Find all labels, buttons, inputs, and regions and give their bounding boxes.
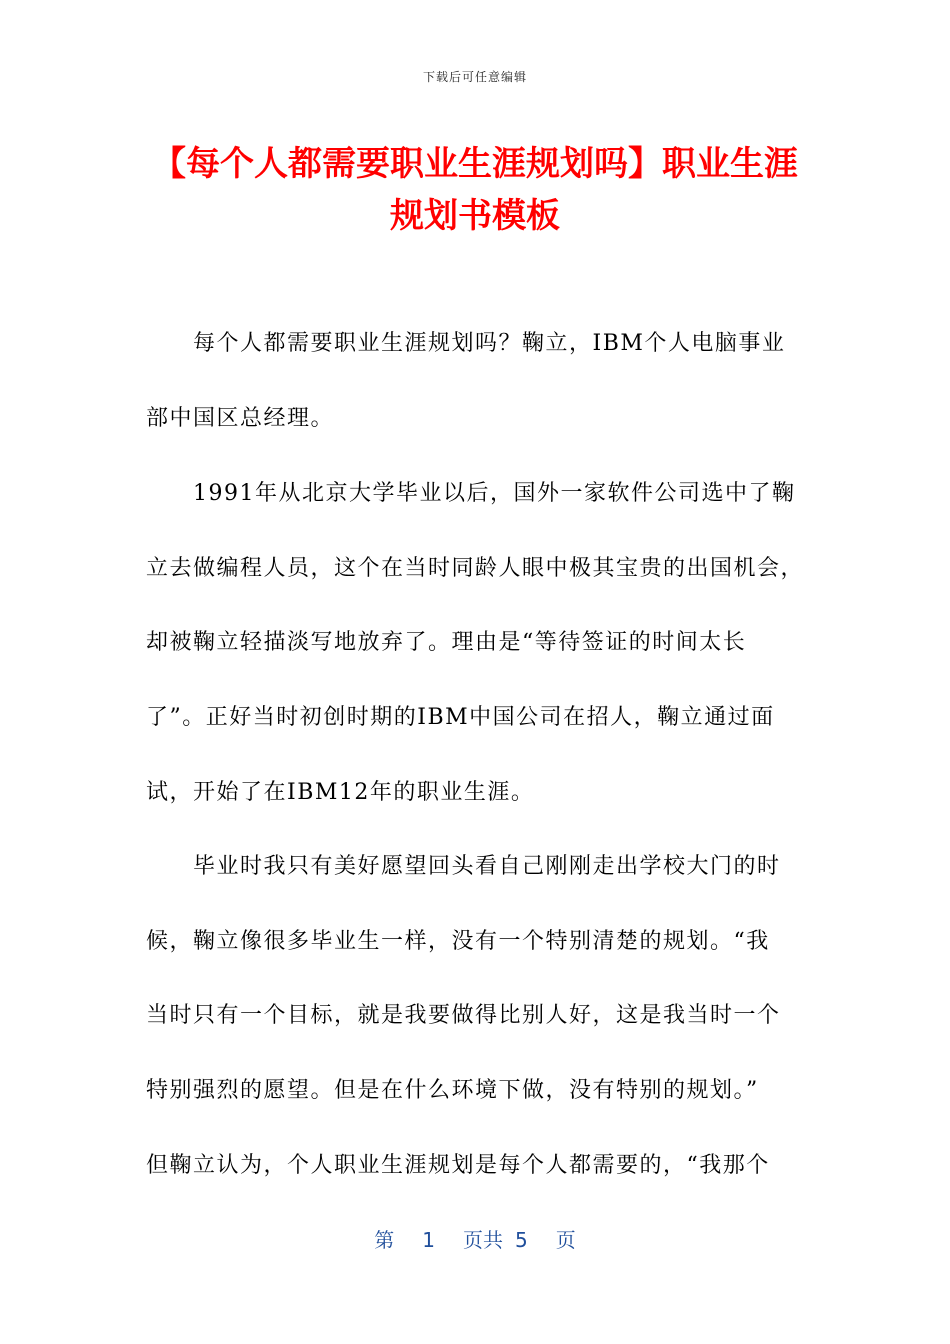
title-line-2: 规划书模板 bbox=[390, 196, 560, 236]
page-current: 1 bbox=[422, 1228, 435, 1252]
body-line: 特别强烈的愿望。但是在什么环境下做，没有特别的规划。” bbox=[146, 1078, 759, 1103]
body-line: 了”。正好当时初创时期的IBM中国公司在招人，鞠立通过面 bbox=[146, 705, 775, 730]
body-line: 毕业时我只有美好愿望回头看自己刚刚走出学校大门的时 bbox=[146, 854, 781, 879]
body-line: 但鞠立认为，个人职业生涯规划是每个人都需要的，“我那个 bbox=[146, 1153, 770, 1178]
body-line: 立去做编程人员，这个在当时同龄人眼中极其宝贵的出国机会， bbox=[146, 556, 805, 581]
page-suffix: 页 bbox=[555, 1228, 576, 1252]
body-line: 却被鞠立轻描淡写地放弃了。理由是“等待签证的时间太长 bbox=[146, 630, 747, 655]
body-line: 部中国区总经理。 bbox=[146, 406, 335, 431]
page-total: 5 bbox=[515, 1228, 528, 1252]
body-line: 每个人都需要职业生涯规划吗？鞠立，IBM个人电脑事业 bbox=[146, 331, 786, 356]
page-footer bbox=[0, 1224, 950, 1253]
title-line-1: 【每个人都需要职业生涯规划吗】职业生涯 bbox=[152, 144, 798, 184]
document-title bbox=[120, 138, 830, 242]
body-line: 1991年从北京大学毕业以后，国外一家软件公司选中了鞠 bbox=[146, 481, 796, 506]
body-line: 候，鞠立像很多毕业生一样，没有一个特别清楚的规划。“我 bbox=[146, 929, 770, 954]
page-prefix: 第 bbox=[374, 1228, 395, 1252]
body-line: 试，开始了在IBM12年的职业生涯。 bbox=[146, 780, 535, 805]
page-mid: 页共 bbox=[463, 1228, 503, 1252]
header-note: 下载后可任意编辑 bbox=[422, 70, 527, 84]
body-line: 当时只有一个目标，就是我要做得比别人好，这是我当时一个 bbox=[146, 1003, 781, 1028]
